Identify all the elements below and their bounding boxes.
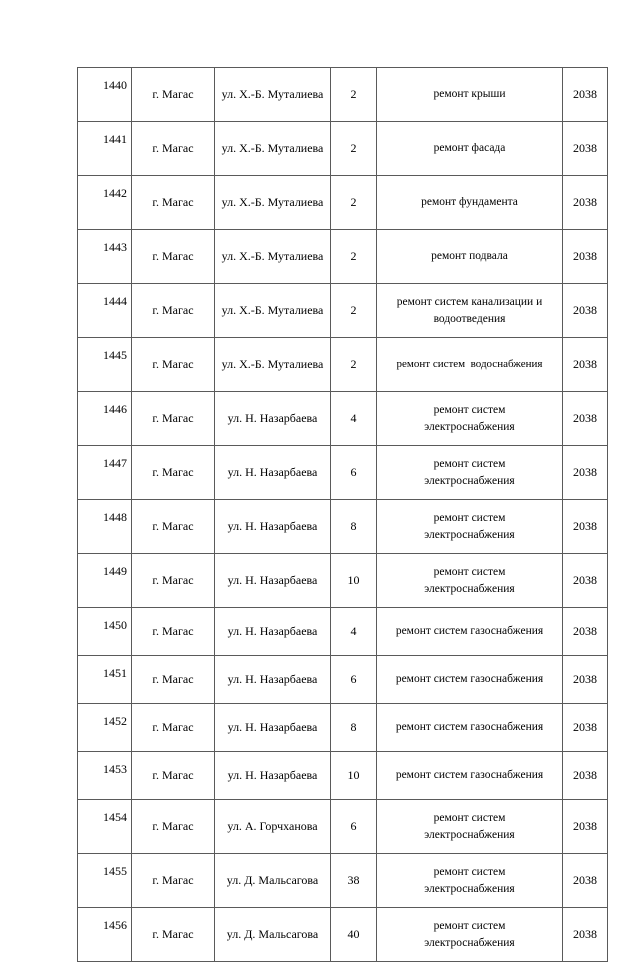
city-cell: г. Магас [132, 68, 215, 122]
row-number: 1445 [78, 338, 132, 392]
city-cell: г. Магас [132, 122, 215, 176]
year-cell: 2038 [563, 656, 608, 704]
street-cell: ул. Д. Мальсагова [215, 908, 331, 962]
table-row [78, 752, 608, 800]
house-cell: 10 [331, 554, 377, 608]
row-number: 1455 [78, 854, 132, 908]
work-type-cell: ремонт систем водоснабжения [377, 338, 563, 392]
house-cell: 8 [331, 500, 377, 554]
house-cell: 8 [331, 704, 377, 752]
house-cell: 2 [331, 68, 377, 122]
street-cell: ул. Х.-Б. Муталиева [215, 230, 331, 284]
street-cell: ул. Н. Назарбаева [215, 554, 331, 608]
street-cell: ул. Н. Назарбаева [215, 608, 331, 656]
city-cell: г. Магас [132, 338, 215, 392]
city-cell: г. Магас [132, 854, 215, 908]
row-number: 1441 [78, 122, 132, 176]
year-cell: 2038 [563, 554, 608, 608]
table-row [78, 446, 608, 500]
street-cell: ул. Н. Назарбаева [215, 500, 331, 554]
year-cell: 2038 [563, 752, 608, 800]
year-cell: 2038 [563, 122, 608, 176]
house-cell: 4 [331, 392, 377, 446]
street-cell: ул. Х.-Б. Муталиева [215, 176, 331, 230]
table-row [78, 908, 608, 962]
street-cell: ул. Н. Назарбаева [215, 752, 331, 800]
row-number: 1440 [78, 68, 132, 122]
house-cell: 10 [331, 752, 377, 800]
work-type-cell: ремонт фундамента [377, 176, 563, 230]
year-cell: 2038 [563, 284, 608, 338]
house-cell: 2 [331, 284, 377, 338]
row-number: 1446 [78, 392, 132, 446]
street-cell: ул. Д. Мальсагова [215, 854, 331, 908]
year-cell: 2038 [563, 176, 608, 230]
house-cell: 2 [331, 176, 377, 230]
table-row [78, 800, 608, 854]
row-number: 1444 [78, 284, 132, 338]
row-number: 1456 [78, 908, 132, 962]
work-type-cell: ремонт систем газоснабжения [377, 656, 563, 704]
table-row [78, 284, 608, 338]
work-type-cell: ремонт систем электроснабжения [377, 800, 563, 854]
repair-schedule-table [77, 67, 608, 962]
table-row [78, 854, 608, 908]
city-cell: г. Магас [132, 446, 215, 500]
street-cell: ул. Н. Назарбаева [215, 392, 331, 446]
city-cell: г. Магас [132, 656, 215, 704]
street-cell: ул. Х.-Б. Муталиева [215, 68, 331, 122]
city-cell: г. Магас [132, 284, 215, 338]
work-type-cell: ремонт фасада [377, 122, 563, 176]
year-cell: 2038 [563, 68, 608, 122]
work-type-cell: ремонт систем электроснабжения [377, 500, 563, 554]
year-cell: 2038 [563, 854, 608, 908]
table-row [78, 176, 608, 230]
house-cell: 40 [331, 908, 377, 962]
street-cell: ул. Х.-Б. Муталиева [215, 338, 331, 392]
house-cell: 6 [331, 446, 377, 500]
street-cell: ул. Х.-Б. Муталиева [215, 122, 331, 176]
street-cell: ул. Х.-Б. Муталиева [215, 284, 331, 338]
year-cell: 2038 [563, 800, 608, 854]
table-row [78, 608, 608, 656]
house-cell: 6 [331, 656, 377, 704]
table-row [78, 68, 608, 122]
street-cell: ул. Н. Назарбаева [215, 656, 331, 704]
row-number: 1449 [78, 554, 132, 608]
year-cell: 2038 [563, 908, 608, 962]
year-cell: 2038 [563, 500, 608, 554]
row-number: 1454 [78, 800, 132, 854]
house-cell: 2 [331, 338, 377, 392]
street-cell: ул. А. Горчханова [215, 800, 331, 854]
table-row [78, 230, 608, 284]
street-cell: ул. Н. Назарбаева [215, 704, 331, 752]
city-cell: г. Магас [132, 176, 215, 230]
table-body [78, 68, 608, 962]
row-number: 1447 [78, 446, 132, 500]
house-cell: 6 [331, 800, 377, 854]
year-cell: 2038 [563, 608, 608, 656]
city-cell: г. Магас [132, 554, 215, 608]
house-cell: 2 [331, 122, 377, 176]
work-type-cell: ремонт подвала [377, 230, 563, 284]
work-type-cell: ремонт систем электроснабжения [377, 392, 563, 446]
row-number: 1443 [78, 230, 132, 284]
city-cell: г. Магас [132, 608, 215, 656]
work-type-cell: ремонт систем электроснабжения [377, 446, 563, 500]
row-number: 1450 [78, 608, 132, 656]
work-type-cell: ремонт систем газоснабжения [377, 608, 563, 656]
work-type-cell: ремонт систем газоснабжения [377, 752, 563, 800]
row-number: 1452 [78, 704, 132, 752]
city-cell: г. Магас [132, 908, 215, 962]
row-number: 1453 [78, 752, 132, 800]
city-cell: г. Магас [132, 800, 215, 854]
row-number: 1442 [78, 176, 132, 230]
year-cell: 2038 [563, 338, 608, 392]
work-type-cell: ремонт систем электроснабжения [377, 854, 563, 908]
city-cell: г. Магас [132, 230, 215, 284]
work-type-cell: ремонт систем канализации и водоотведения [377, 284, 563, 338]
row-number: 1451 [78, 656, 132, 704]
table-row [78, 554, 608, 608]
work-type-cell: ремонт систем электроснабжения [377, 908, 563, 962]
work-type-cell: ремонт систем электроснабжения [377, 554, 563, 608]
table-row [78, 392, 608, 446]
table-row [78, 338, 608, 392]
year-cell: 2038 [563, 392, 608, 446]
work-type-cell: ремонт крыши [377, 68, 563, 122]
table-row [78, 122, 608, 176]
work-type-cell: ремонт систем газоснабжения [377, 704, 563, 752]
year-cell: 2038 [563, 704, 608, 752]
house-cell: 38 [331, 854, 377, 908]
house-cell: 4 [331, 608, 377, 656]
city-cell: г. Магас [132, 500, 215, 554]
table-row [78, 500, 608, 554]
city-cell: г. Магас [132, 704, 215, 752]
table-row [78, 656, 608, 704]
city-cell: г. Магас [132, 392, 215, 446]
street-cell: ул. Н. Назарбаева [215, 446, 331, 500]
house-cell: 2 [331, 230, 377, 284]
year-cell: 2038 [563, 446, 608, 500]
city-cell: г. Магас [132, 752, 215, 800]
table-row [78, 704, 608, 752]
row-number: 1448 [78, 500, 132, 554]
year-cell: 2038 [563, 230, 608, 284]
